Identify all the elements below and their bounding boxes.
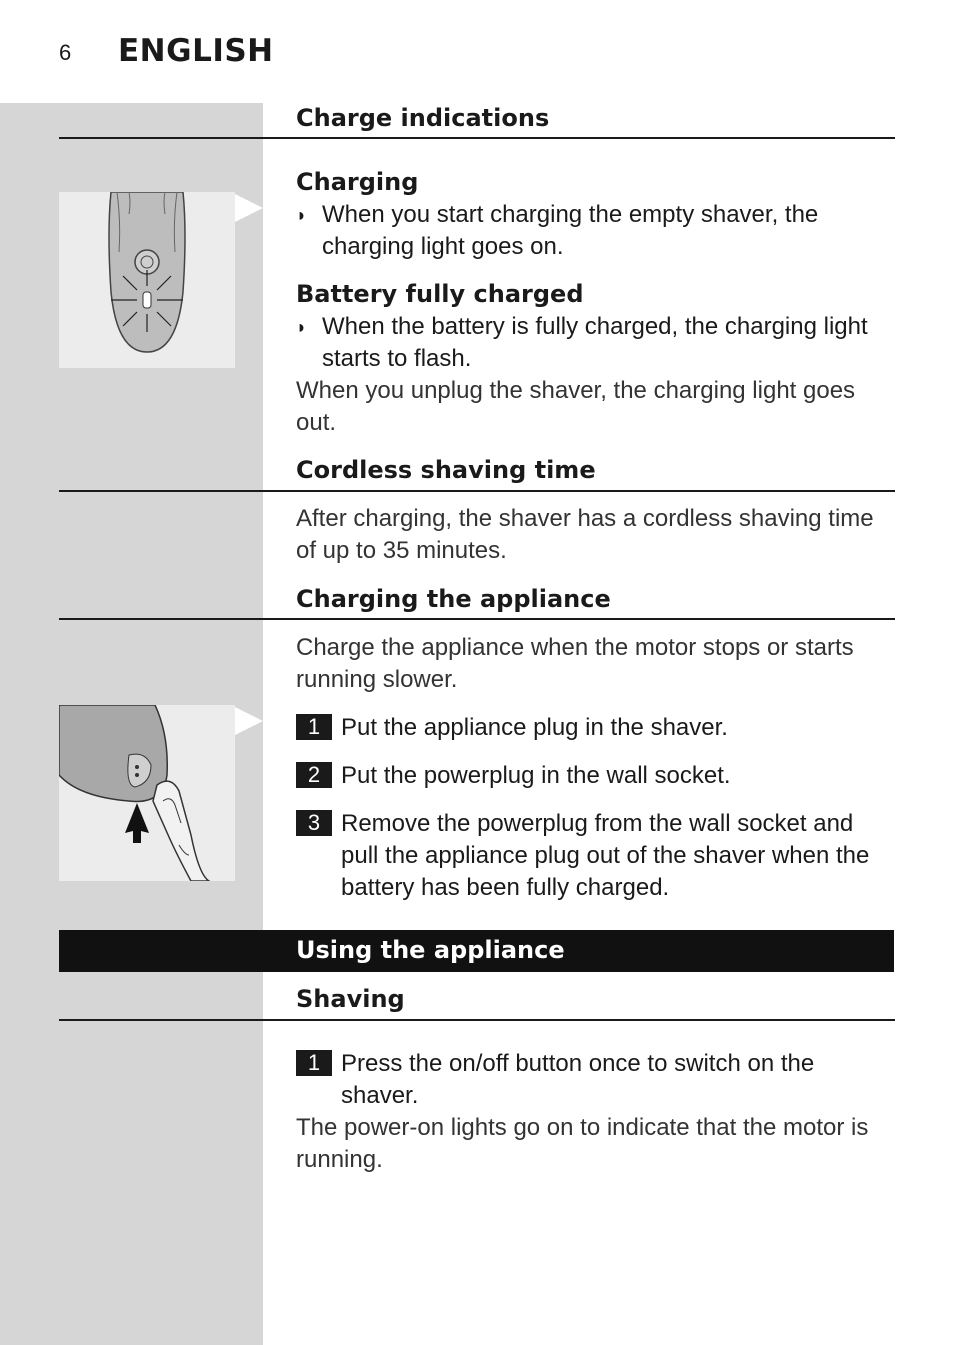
step-number: 1 xyxy=(296,1050,332,1076)
chapter-title: Using the appliance xyxy=(296,936,565,964)
step-item: 3 Remove the powerplug from the wall socket and pull the appliance plug out of the shaver when the battery has been fully charged. xyxy=(296,808,896,904)
triangle-bullet-icon: ◗ xyxy=(296,205,307,225)
section-heading-cordless-shaving-time: Cordless shaving time xyxy=(296,456,596,484)
section-rule xyxy=(59,137,895,139)
paragraph-cordless-time: After charging, the shaver has a cordless shaving time of up to 35 minutes. xyxy=(296,505,874,564)
step-item: 1 Press the on/off button once to switch on the shaver. xyxy=(296,1048,896,1112)
subheading-charging: Charging xyxy=(296,168,419,196)
plug-insertion-figure xyxy=(59,705,235,881)
section-rule xyxy=(59,490,895,492)
step-number: 3 xyxy=(296,810,332,836)
figure-pointer xyxy=(235,194,263,222)
paragraph-unplug-note: When you unplug the shaver, the charging light goes out. xyxy=(296,377,856,436)
subheading-battery-fully-charged: Battery fully charged xyxy=(296,280,584,308)
section-heading-charge-indications: Charge indications xyxy=(296,104,550,132)
step-item: 1 Put the appliance plug in the shaver. xyxy=(296,712,896,744)
list-item: ◗ When the battery is fully charged, the charging light starts to flash. xyxy=(296,313,868,372)
section-rule xyxy=(59,618,895,620)
triangle-bullet-icon: ◗ xyxy=(296,317,307,337)
section-heading-charging-the-appliance: Charging the appliance xyxy=(296,585,611,613)
list-item: ◗ When you start charging the empty shaver, the charging light goes on. xyxy=(296,201,819,260)
plug-illustration xyxy=(59,705,235,881)
step-number: 1 xyxy=(296,714,332,740)
section-rule xyxy=(59,1019,895,1021)
paragraph-power-on-note: The power-on lights go on to indicate that the motor is running. xyxy=(296,1114,869,1173)
shaver-light-illustration xyxy=(59,192,235,368)
chapter-banner xyxy=(59,930,894,972)
step-number: 2 xyxy=(296,762,332,788)
section-heading-shaving: Shaving xyxy=(296,985,405,1013)
step-item: 2 Put the powerplug in the wall socket. xyxy=(296,760,896,792)
figure-pointer xyxy=(235,707,263,735)
paragraph-charge-intro: Charge the appliance when the motor stops or starts running slower. xyxy=(296,634,854,693)
shaver-charging-light-figure xyxy=(59,192,235,368)
page-number: 6 xyxy=(59,40,72,65)
language-title: ENGLISH xyxy=(118,33,274,69)
